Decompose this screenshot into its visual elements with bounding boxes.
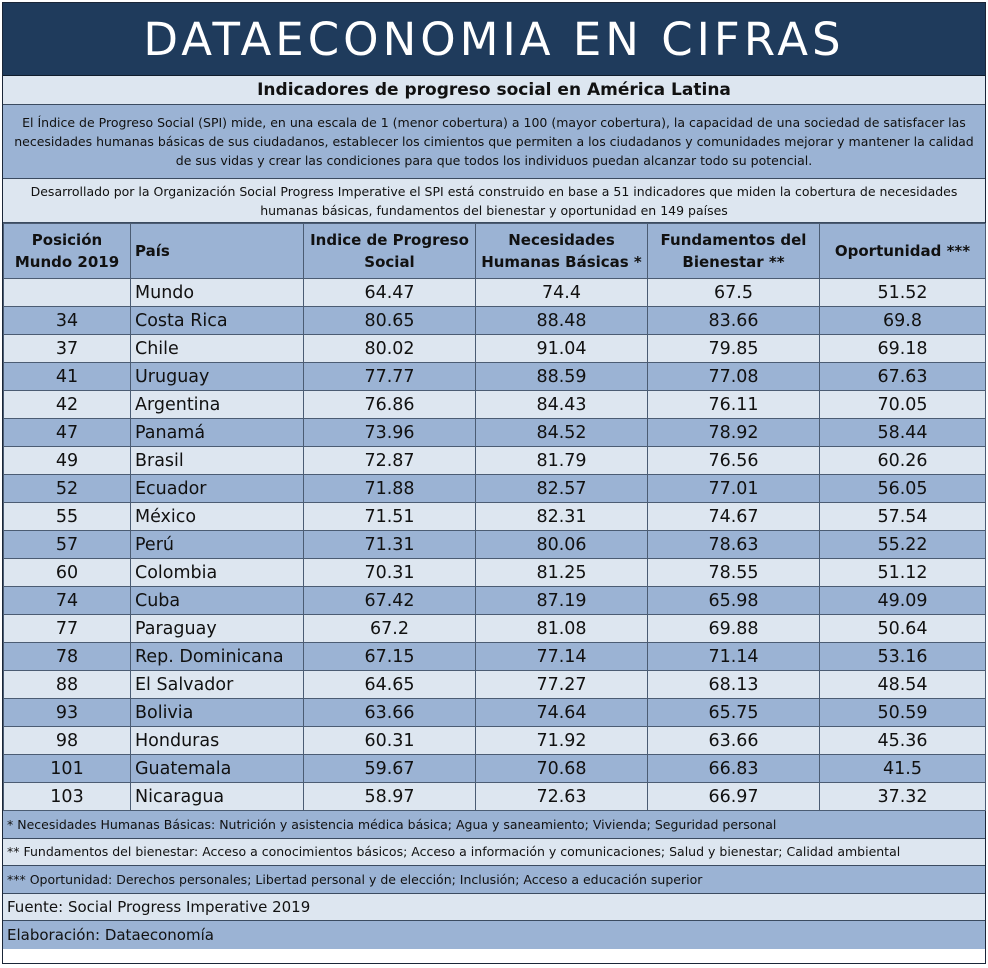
cell-basic-needs: 72.63 [476,783,648,811]
cell-position: 37 [4,335,131,363]
cell-country: Argentina [131,391,304,419]
infographic [2,2,986,964]
cell-basic-needs: 84.52 [476,419,648,447]
table-row [4,363,986,391]
cell-opportunity: 53.16 [820,643,986,671]
table-row [4,755,986,783]
cell-foundations: 66.97 [648,783,820,811]
cell-opportunity: 50.59 [820,699,986,727]
header-opportunity: Oportunidad *** [820,224,986,279]
cell-opportunity: 41.5 [820,755,986,783]
cell-spi: 70.31 [304,559,476,587]
table-body [4,279,986,811]
cell-spi: 67.2 [304,615,476,643]
cell-spi: 67.15 [304,643,476,671]
cell-opportunity: 48.54 [820,671,986,699]
cell-foundations: 71.14 [648,643,820,671]
cell-spi: 63.66 [304,699,476,727]
table-row [4,503,986,531]
cell-opportunity: 50.64 [820,615,986,643]
header-spi: Indice de Progreso Social [304,224,476,279]
cell-spi: 58.97 [304,783,476,811]
cell-country: Cuba [131,587,304,615]
cell-country: Nicaragua [131,783,304,811]
header-country: País [131,224,304,279]
cell-foundations: 77.01 [648,475,820,503]
cell-country: Mundo [131,279,304,307]
cell-spi: 80.65 [304,307,476,335]
cell-basic-needs: 88.59 [476,363,648,391]
footer-credit: Elaboración: Dataeconomía [3,921,985,949]
cell-position: 34 [4,307,131,335]
cell-foundations: 66.83 [648,755,820,783]
cell-position: 55 [4,503,131,531]
cell-foundations: 63.66 [648,727,820,755]
cell-basic-needs: 74.4 [476,279,648,307]
cell-position: 103 [4,783,131,811]
table-row [4,419,986,447]
cell-opportunity: 55.22 [820,531,986,559]
table-row [4,531,986,559]
cell-opportunity: 57.54 [820,503,986,531]
table-row [4,279,986,307]
cell-position: 42 [4,391,131,419]
cell-opportunity: 69.8 [820,307,986,335]
cell-country: Guatemala [131,755,304,783]
cell-opportunity: 67.63 [820,363,986,391]
cell-basic-needs: 80.06 [476,531,648,559]
cell-foundations: 67.5 [648,279,820,307]
cell-position: 60 [4,559,131,587]
table-row [4,727,986,755]
cell-spi: 80.02 [304,335,476,363]
cell-opportunity: 60.26 [820,447,986,475]
cell-basic-needs: 81.08 [476,615,648,643]
cell-foundations: 65.98 [648,587,820,615]
banner-title: DATAECONOMIA EN CIFRAS [3,3,985,76]
cell-basic-needs: 77.27 [476,671,648,699]
table-row [4,391,986,419]
footer-source: Fuente: Social Progress Imperative 2019 [3,894,985,922]
cell-basic-needs: 71.92 [476,727,648,755]
cell-foundations: 65.75 [648,699,820,727]
cell-opportunity: 70.05 [820,391,986,419]
cell-basic-needs: 82.57 [476,475,648,503]
cell-position: 98 [4,727,131,755]
table-row [4,559,986,587]
cell-basic-needs: 87.19 [476,587,648,615]
cell-foundations: 78.63 [648,531,820,559]
description-methodology: Desarrollado por la Organización Social Progress Imperative el SPI está construido en base a 51 indicadores que miden la cobertura de necesidades humanas básicas, fundamentos del bienestar y oportunidad en 149 países [3,179,985,223]
cell-country: Ecuador [131,475,304,503]
spi-table [3,223,986,811]
cell-position: 49 [4,447,131,475]
cell-position: 78 [4,643,131,671]
cell-country: Bolivia [131,699,304,727]
cell-spi: 64.65 [304,671,476,699]
cell-foundations: 76.11 [648,391,820,419]
cell-country: Perú [131,531,304,559]
cell-spi: 64.47 [304,279,476,307]
note-opportunity: *** Oportunidad: Derechos personales; Libertad personal y de elección; Inclusión; Acceso a educación superior [3,866,985,894]
cell-basic-needs: 81.25 [476,559,648,587]
table-row [4,307,986,335]
table-row [4,475,986,503]
cell-opportunity: 69.18 [820,335,986,363]
cell-spi: 72.87 [304,447,476,475]
cell-basic-needs: 84.43 [476,391,648,419]
cell-foundations: 68.13 [648,671,820,699]
cell-country: México [131,503,304,531]
table-row [4,447,986,475]
cell-opportunity: 51.12 [820,559,986,587]
cell-country: Brasil [131,447,304,475]
description: El Índice de Progreso Social (SPI) mide, en una escala de 1 (menor cobertura) a 100 (mayor cobertura), la capacidad de una sociedad de satisfacer las necesidades humanas básicas de sus ciudadanos, establecer los cimientos que permiten a los ciudadanos y comunidades mejorar y mantener la calidad de sus vidas y crear las condiciones para que todos los individuos puedan alcanzar todo su potencial. [3,105,985,179]
cell-spi: 59.67 [304,755,476,783]
cell-spi: 67.42 [304,587,476,615]
cell-foundations: 78.92 [648,419,820,447]
cell-foundations: 83.66 [648,307,820,335]
table-row [4,671,986,699]
cell-country: Costa Rica [131,307,304,335]
cell-foundations: 77.08 [648,363,820,391]
cell-spi: 76.86 [304,391,476,419]
cell-position: 41 [4,363,131,391]
cell-spi: 71.88 [304,475,476,503]
table-row [4,643,986,671]
cell-foundations: 78.55 [648,559,820,587]
cell-opportunity: 37.32 [820,783,986,811]
cell-basic-needs: 91.04 [476,335,648,363]
cell-spi: 60.31 [304,727,476,755]
cell-basic-needs: 70.68 [476,755,648,783]
cell-spi: 73.96 [304,419,476,447]
table-row [4,587,986,615]
cell-opportunity: 58.44 [820,419,986,447]
cell-basic-needs: 77.14 [476,643,648,671]
cell-position [4,279,131,307]
cell-country: Panamá [131,419,304,447]
note-foundations: ** Fundamentos del bienestar: Acceso a conocimientos básicos; Acceso a información y comunicaciones; Salud y bienestar; Calidad ambiental [3,839,985,867]
table-header-row [4,224,986,279]
cell-country: Colombia [131,559,304,587]
header-foundations: Fundamentos del Bienestar ** [648,224,820,279]
cell-position: 57 [4,531,131,559]
cell-spi: 71.51 [304,503,476,531]
cell-country: Uruguay [131,363,304,391]
cell-position: 93 [4,699,131,727]
table-row [4,335,986,363]
cell-spi: 77.77 [304,363,476,391]
subtitle: Indicadores de progreso social en América Latina [3,76,985,105]
cell-opportunity: 49.09 [820,587,986,615]
cell-basic-needs: 88.48 [476,307,648,335]
cell-foundations: 79.85 [648,335,820,363]
cell-basic-needs: 74.64 [476,699,648,727]
cell-opportunity: 51.52 [820,279,986,307]
cell-opportunity: 56.05 [820,475,986,503]
cell-position: 74 [4,587,131,615]
cell-country: El Salvador [131,671,304,699]
note-basic-needs: * Necesidades Humanas Básicas: Nutrición y asistencia médica básica; Agua y saneamiento; Vivienda; Seguridad personal [3,811,985,839]
table-row [4,783,986,811]
cell-opportunity: 45.36 [820,727,986,755]
cell-basic-needs: 82.31 [476,503,648,531]
cell-foundations: 76.56 [648,447,820,475]
cell-spi: 71.31 [304,531,476,559]
cell-foundations: 74.67 [648,503,820,531]
cell-position: 47 [4,419,131,447]
cell-country: Chile [131,335,304,363]
cell-position: 101 [4,755,131,783]
cell-country: Paraguay [131,615,304,643]
cell-position: 77 [4,615,131,643]
cell-foundations: 69.88 [648,615,820,643]
header-basic-needs: Necesidades Humanas Básicas * [476,224,648,279]
table-row [4,699,986,727]
cell-position: 88 [4,671,131,699]
cell-country: Honduras [131,727,304,755]
cell-position: 52 [4,475,131,503]
cell-basic-needs: 81.79 [476,447,648,475]
table-row [4,615,986,643]
cell-country: Rep. Dominicana [131,643,304,671]
header-position: Posición Mundo 2019 [4,224,131,279]
